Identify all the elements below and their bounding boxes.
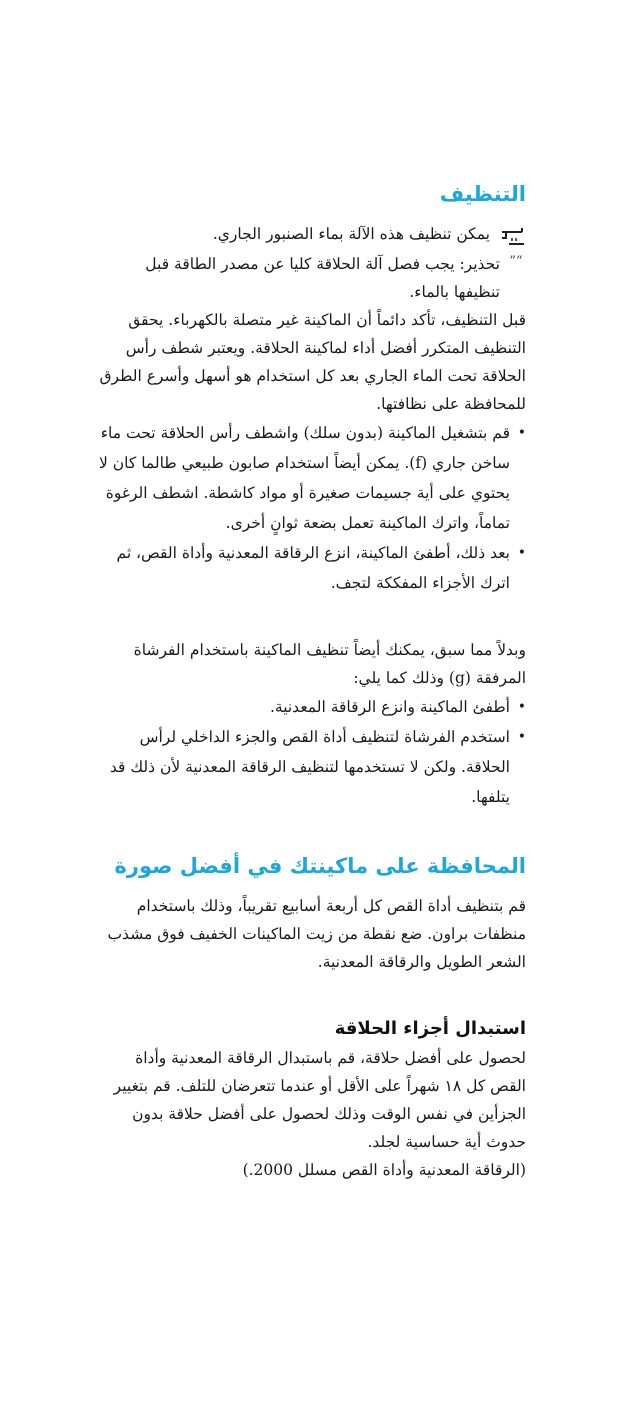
maintenance-heading: المحافظة على ماكينتك في أفضل صورة xyxy=(114,854,526,878)
warning-quote-icon: “” xyxy=(509,254,523,269)
replacement-heading: استبدال أجزاء الحلاقة xyxy=(334,1018,526,1039)
cleaning-heading: التنظيف xyxy=(439,182,526,206)
maintenance-text: قم بتنظيف أداة القص كل أربعة أسابيع تقريباً، وذلك باستخدام منظفات براون. ضع نقطة من زيت الماكينات الخفيف فوق مشذب الشعر الطويل والرقاقة المعدنية. xyxy=(107,897,526,971)
list-item: • قم بتشغيل الماكينة (بدون سلك) واشطف رأس الحلاقة تحت ماء ساخن جاري (f). يمكن أيضاً استخدام صابون طبيعي طالما كان لا يحتوي على أية جسيمات صغيرة أو مواد كاشطة. اشطف الرغوة تماماً، واترك الماكينة تعمل بضعة ثوانٍ أخرى. xyxy=(96,418,526,538)
list-item: • استخدم الفرشاة لتنظيف أداة القص والجزء الداخلي لرأس الحلاقة. ولكن لا تستخدمها لتنظيف الرقاقة المعدنية لأن ذلك قد يتلفها. xyxy=(96,722,526,812)
cleaning-intro: قبل التنظيف، تأكد دائماً أن الماكينة غير متصلة بالكهرباء. يحقق التنظيف المتكرر أفضل أداء لماكينة الحلاقة. ويعتبر شطف رأس الحلاقة تحت الماء الجاري بعد كل استخدام هو أسهل وأسرع الطرق للمحافظة على نظافتها. xyxy=(99,311,526,413)
warning-text: تحذير: يجب فصل آلة الحلاقة كليا عن مصدر الطاقة قبل تنظيفها بالماء. xyxy=(145,255,500,301)
tap-note-row xyxy=(96,220,526,250)
part-number: (الرقاقة المعدنية وأداة القص مسلل 2000.) xyxy=(242,1161,526,1179)
cleaning-steps xyxy=(96,418,526,598)
tap-note: يمكن تنظيف هذه الآلة بماء الصنبور الجاري. xyxy=(212,225,490,243)
replacement-text: لحصول على أفضل حلاقة، قم باستبدال الرقاقة المعدنية وأداة القص كل ١٨ شهراً على الأقل أو عندما تتعرضان للتلف. قم بتغيير الجزأين في نفس الوقت وذلك لحصول على أفضل حلاقة بدون حدوث أية حساسية لجلد. xyxy=(113,1049,526,1151)
warning-row xyxy=(96,250,526,306)
brush-steps xyxy=(96,692,526,812)
water-tap-icon xyxy=(500,224,526,250)
brush-intro: وبدلاً مما سبق، يمكنك أيضاً تنظيف الماكينة باستخدام الفرشاة المرفقة (g) وذلك كما يلي: xyxy=(133,641,526,687)
list-item: • أطفئ الماكينة وانزع الرقاقة المعدنية. xyxy=(96,692,526,722)
list-item: • بعد ذلك، أطفئ الماكينة، انزع الرقاقة المعدنية وأداة القص، ثم اترك الأجزاء المفككة لتجف. xyxy=(96,538,526,598)
manual-page xyxy=(96,168,526,1184)
